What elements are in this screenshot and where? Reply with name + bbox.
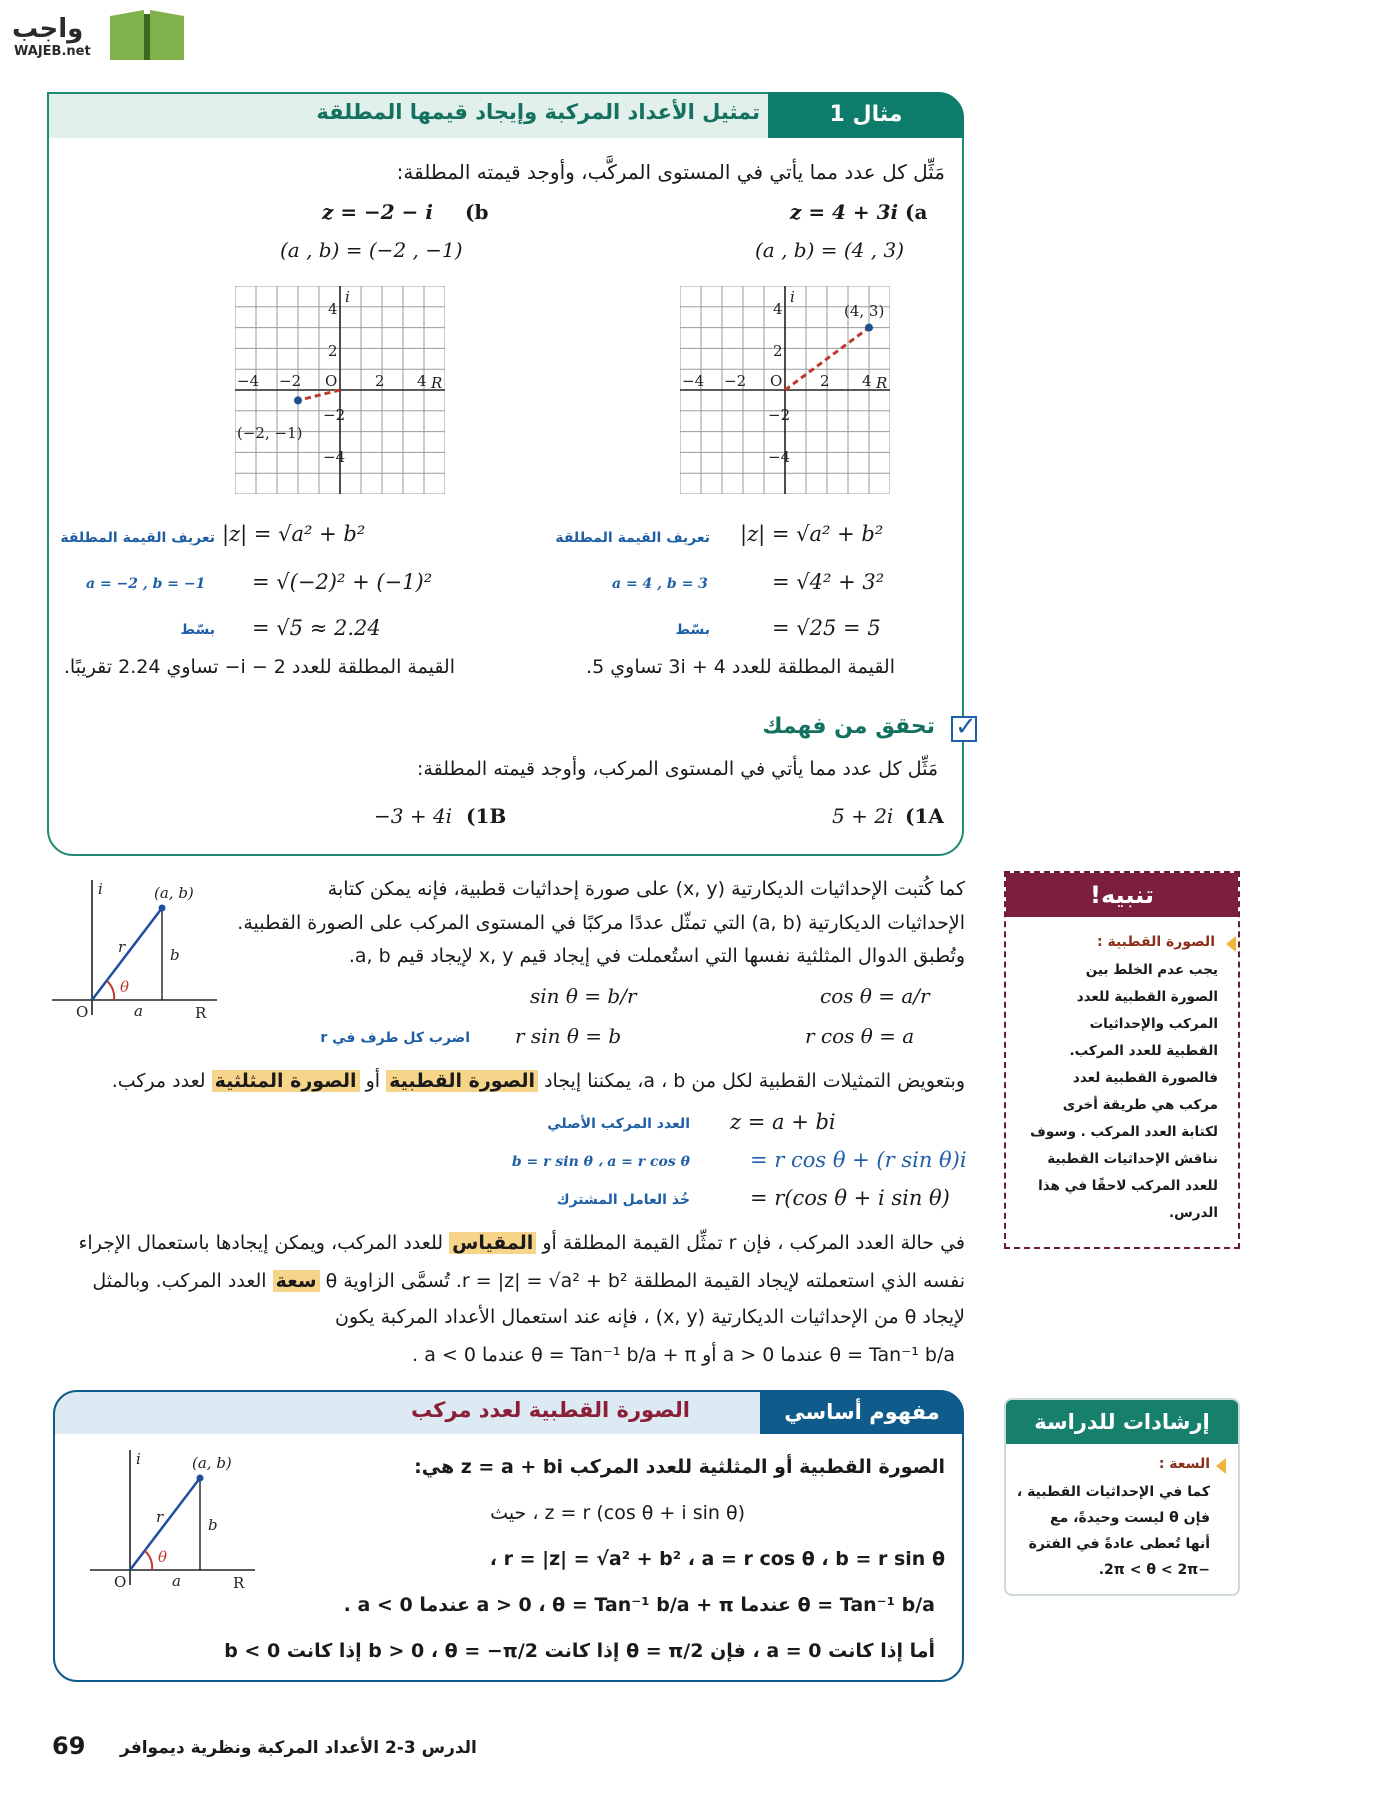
footer-lesson-title: الدرس 3-2 الأعداد المركبة ونظرية ديموافر: [120, 1738, 477, 1758]
study-tips-line-1: كما في الإحداثيات القطبية ،: [1016, 1484, 1210, 1500]
angle-arc: [145, 1551, 152, 1570]
polar-intro-line1: كما كُتبت الإحداثيات الديكارتية (x, y) على صورة إحداثيات قطبية، فإنه يمكن كتابة: [327, 878, 965, 900]
tick-y-neg4: −4: [323, 448, 346, 466]
part-b-step3-note: بسّط: [180, 622, 215, 638]
key-polar-figure: [90, 1450, 260, 1590]
tick-y-2: 2: [773, 342, 783, 360]
book-logo-icon: [106, 6, 188, 64]
polar-triangle-figure: [52, 880, 222, 1020]
tips-bullet-icon: [1216, 1458, 1226, 1474]
axis-label-R: R: [431, 374, 443, 392]
fig-label-a: a: [134, 1002, 143, 1020]
example-tag: مثال 1: [768, 92, 964, 138]
checkbox-icon: ✓: [951, 716, 977, 742]
sin-equation: sin θ = b/r: [530, 984, 637, 1008]
fig-label-b: b: [208, 1516, 218, 1534]
part-a-step3-note: بسّط: [675, 622, 710, 638]
point-neg2-neg1: [294, 396, 302, 404]
fig-label-theta: θ: [158, 1548, 168, 1566]
point-ab: [159, 905, 166, 912]
cos-equation: cos θ = a/r: [820, 984, 930, 1008]
part-a-step2: = √4² + 3²: [772, 570, 885, 594]
fig-label-r: r: [118, 938, 126, 956]
cos-result: r cos θ = a: [805, 1024, 915, 1048]
polar-intro-line3: وتُطبق الدوال المثلثية نفسها التي استُعملت في إيجاد قيم x, y لإيجاد قيم a, b.: [348, 945, 965, 967]
tick-y-4: 4: [773, 300, 783, 318]
graph-part-a: [680, 286, 890, 494]
key-concept-line2: z = r (cos θ + i sin θ) ، حيث: [490, 1502, 745, 1524]
tick-x-neg2: −2: [724, 372, 747, 390]
part-b-pair: (a , b) = (−2 , −1): [280, 238, 463, 262]
warning-line-4: القطبية للعدد المركب.: [1069, 1043, 1218, 1059]
part-a-step3: = √25 = 5: [772, 616, 881, 640]
part-a-label: (a: [905, 200, 928, 224]
tick-x-neg2: −2: [279, 372, 302, 390]
part-b-expr: z = −2 − i: [322, 200, 433, 224]
tick-y-neg2: −2: [768, 406, 791, 424]
polar-intro-line2: الإحداثيات الديكارتية (a, b) التي تمثّل عددًا مركبًا في المستوى المركب على الصورة القطبية.: [237, 912, 965, 934]
eq-original: z = a + bi: [730, 1110, 836, 1134]
part-b-conclusion: القيمة المطلقة للعدد i − 2− تساوي 2.24 تقريبًا.: [63, 656, 455, 678]
fig-label-O: O: [76, 1003, 89, 1020]
fig-label-a: a: [172, 1572, 181, 1590]
key-concept-title: الصورة القطبية لعدد مركب: [410, 1398, 690, 1422]
part-b-label: (b: [465, 200, 489, 224]
warning-line-6: مركب هي طريقة أخرى: [1062, 1097, 1218, 1113]
modulus-paragraph-line1: في حالة العدد المركب ، فإن r تمثِّل القيمة المطلقة أو المقياس للعدد المركب، ويمكن إيجادها باستعمال الإجراء: [78, 1232, 965, 1254]
tick-x-2: 2: [820, 372, 830, 390]
study-tips-line-4: −2π < θ < 2π.: [1098, 1562, 1210, 1578]
part-b-step3: = √5 ≈ 2.24: [252, 616, 381, 640]
eq-substituted: = r cos θ + (r sin θ)i: [750, 1148, 967, 1172]
study-tips-subtitle: السعة :: [1158, 1456, 1210, 1472]
example-title: تمثيل الأعداد المركبة وإيجاد قيمها المطلقة: [316, 100, 760, 124]
tick-x-4: 4: [417, 372, 427, 390]
eq-factored: = r(cos θ + i sin θ): [750, 1186, 950, 1210]
part-a-step1-note: تعريف القيمة المطلقة: [555, 530, 710, 546]
logo-wordmark: واجب: [12, 14, 84, 44]
fig-label-b: b: [170, 946, 180, 964]
argument-term: سعة: [273, 1270, 320, 1292]
angle-arc: [107, 981, 114, 1000]
study-tips-line-3: أنها تُعطى عادةً في الفترة: [1028, 1536, 1210, 1552]
point-4-3: [865, 324, 873, 332]
fig-label-ab: (a, b): [154, 884, 194, 902]
study-tips-line-2: فإن θ ليست وحيدةً، مع: [1050, 1510, 1210, 1526]
part-a-pair: (a , b) = (4 , 3): [755, 238, 905, 262]
part-b-step1-note: تعريف القيمة المطلقة: [60, 530, 215, 546]
origin-label: O: [770, 372, 783, 390]
tick-x-neg4: −4: [237, 372, 260, 390]
modulus-paragraph-line2: نفسه الذي استعملته لإيجاد القيمة المطلقة r = |z| = √a² + b². تُسمَّى الزاوية θ سعة العدد المركب. وبالمثل: [92, 1270, 965, 1292]
point-ab: [197, 1475, 204, 1482]
trig-form-term: الصورة المثلثية: [212, 1070, 360, 1092]
check-title: تحقق من فهمك: [762, 714, 935, 739]
modulus-paragraph-line4: θ = Tan⁻¹ b/a عندما a > 0 أو θ = Tan⁻¹ b/a + π عندما a < 0 .: [412, 1344, 955, 1366]
fig-label-i: i: [136, 1450, 141, 1468]
multiply-note: اضرب كل طرف في r: [320, 1030, 470, 1046]
warning-subtitle: الصورة القطبية :: [1097, 934, 1215, 950]
warning-line-10: الدرس.: [1168, 1205, 1218, 1221]
point-label-b: (−2, −1): [237, 424, 303, 442]
origin-label: O: [325, 372, 338, 390]
tick-y-neg2: −2: [323, 406, 346, 424]
modulus-paragraph-line3: لإيجاد θ من الإحداثيات الديكارتية (x, y) ، فإنه عند استعمال الأعداد المركبة يكون: [334, 1306, 965, 1328]
fig-label-theta: θ: [120, 978, 130, 996]
eq-original-note: العدد المركب الأصلي: [547, 1116, 690, 1132]
axis-label-R: R: [876, 374, 888, 392]
check-b-label: (1B: [466, 804, 507, 828]
warning-title: تنبيه!: [1006, 873, 1238, 917]
fig-label-R: R: [233, 1574, 245, 1590]
tick-y-neg4: −4: [768, 448, 791, 466]
fig-label-ab: (a, b): [192, 1454, 232, 1472]
fig-label-r: r: [156, 1508, 164, 1526]
part-b-step1: |z| = √a² + b²: [222, 522, 366, 546]
check-a-expr: 5 + 2i: [832, 804, 894, 828]
key-concept-line5: أما إذا كانت a = 0 ، فإن θ = π/2 إذا كانت b > 0 ، θ = −π/2 إذا كانت b < 0: [224, 1640, 935, 1662]
part-a-expr: z = 4 + 3i: [790, 200, 899, 224]
substitution-line: وبتعويض التمثيلات القطبية لكل من a ، b، يمكننا إيجاد الصورة القطبية أو الصورة المثلثية لعدد مركب.: [111, 1070, 965, 1092]
axis-label-i: i: [790, 288, 795, 306]
part-b-step2: = √(−2)² + (−1)²: [252, 570, 433, 594]
key-concept-line1: الصورة القطبية أو المثلثية للعدد المركب z = a + bi هي:: [414, 1456, 945, 1478]
eq-substituted-note: b = r sin θ ، a = r cos θ: [511, 1154, 690, 1170]
part-b-step2-note: a = −2 , b = −1: [86, 576, 206, 592]
example-instruction: مَثِّل كل عدد مما يأتي في المستوى المركَّب، وأوجد قيمته المطلقة:: [396, 160, 945, 184]
key-concept-line3: r = |z| = √a² + b² ، a = r cos θ ، b = r sin θ ،: [489, 1548, 945, 1570]
tick-y-4: 4: [328, 300, 338, 318]
logo-subtitle: WAJEB.net: [14, 44, 91, 59]
graph-part-b: [235, 286, 445, 494]
check-a-label: (1A: [905, 804, 944, 828]
warning-line-9: للعدد المركب لاحقًا في هذا: [1038, 1178, 1218, 1194]
sin-result: r sin θ = b: [515, 1024, 622, 1048]
fig-label-O: O: [114, 1573, 127, 1590]
warning-line-1: يجب عدم الخلط بين: [1085, 962, 1218, 978]
warning-bullet-icon: [1226, 936, 1236, 952]
key-concept-tag: مفهوم أساسي: [760, 1390, 964, 1434]
warning-line-3: المركب والإحداثيات: [1089, 1016, 1218, 1032]
point-label-a: (4, 3): [844, 302, 885, 320]
page-number: 69: [52, 1732, 86, 1760]
part-a-step1: |z| = √a² + b²: [740, 522, 884, 546]
warning-line-5: فالصورة القطبية لعدد: [1072, 1070, 1218, 1086]
study-tips-title: إرشادات للدراسة: [1006, 1400, 1238, 1444]
tick-x-4: 4: [862, 372, 872, 390]
part-a-step2-note: a = 4 , b = 3: [612, 576, 708, 592]
fig-label-R: R: [195, 1004, 207, 1020]
warning-line-7: لكتابة العدد المركب . وسوف: [1030, 1124, 1218, 1140]
tick-y-2: 2: [328, 342, 338, 360]
tick-x-neg4: −4: [682, 372, 705, 390]
polar-form-term: الصورة القطبية: [386, 1070, 538, 1092]
key-concept-line4: θ = Tan⁻¹ b/a عندما a > 0 ، θ = Tan⁻¹ b/a + π عندما a < 0 .: [343, 1594, 935, 1616]
check-b-expr: −3 + 4i: [374, 804, 453, 828]
warning-line-8: نناقش الإحداثيات القطبية: [1047, 1151, 1218, 1167]
modulus-term: المقياس: [449, 1232, 536, 1254]
eq-factored-note: خُذ العامل المشترك: [556, 1192, 690, 1208]
warning-line-2: الصورة القطبية للعدد: [1076, 989, 1218, 1005]
part-a-conclusion: القيمة المطلقة للعدد 3i + 4 تساوي 5.: [586, 656, 895, 678]
axis-label-i: i: [345, 288, 350, 306]
fig-label-i: i: [98, 880, 103, 898]
check-instruction: مَثِّل كل عدد مما يأتي في المستوى المركب، وأوجد قيمته المطلقة:: [417, 758, 938, 780]
tick-x-2: 2: [375, 372, 385, 390]
